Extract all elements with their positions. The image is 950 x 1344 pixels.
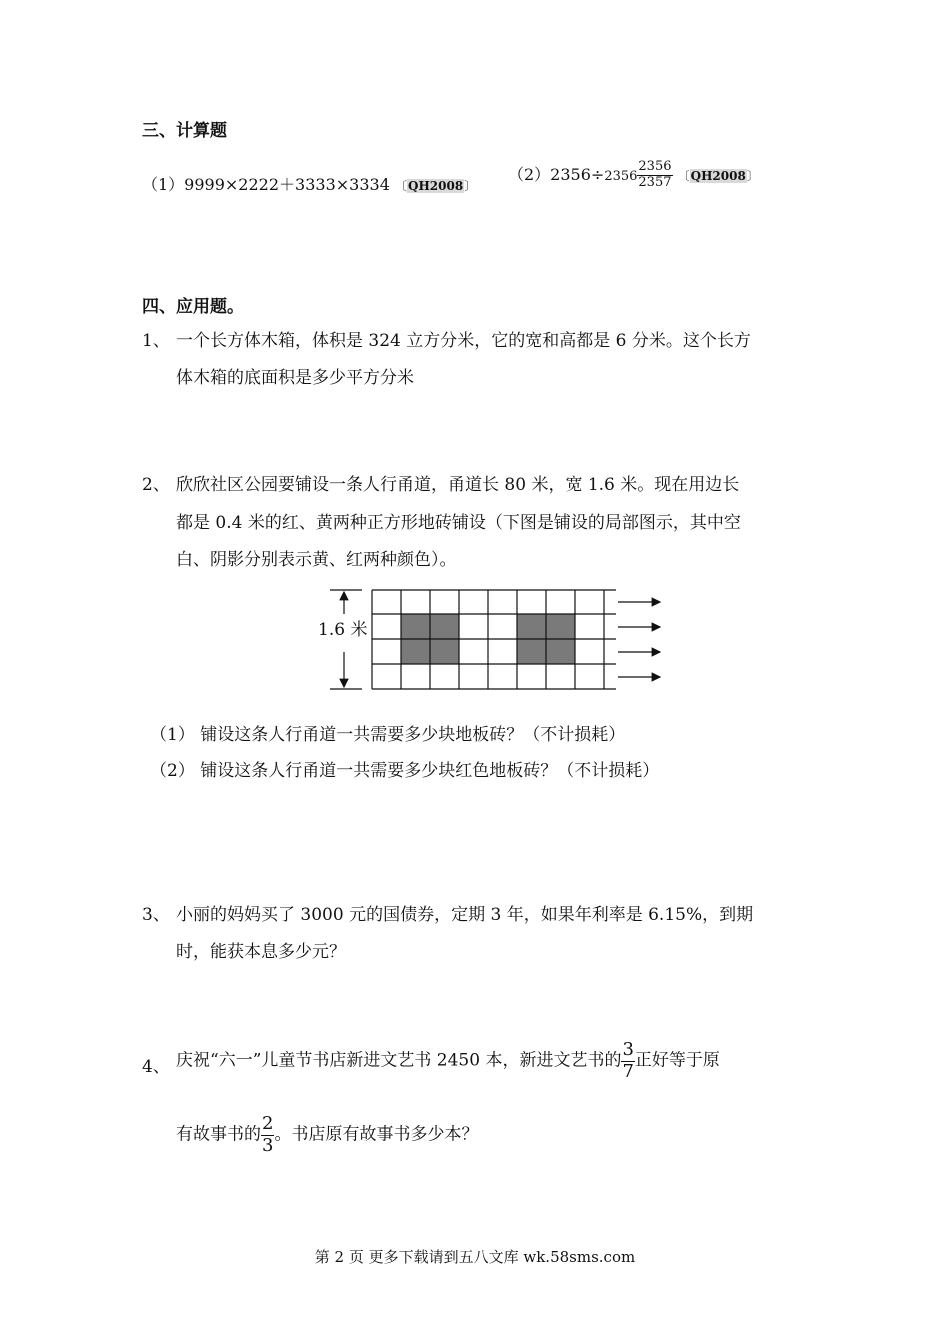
problem-4-line-2-end: 。书店原有故事书多少本？	[274, 1124, 479, 1145]
calc-q2-source-tag: QH2008	[690, 168, 746, 183]
problem-4-fraction-2	[261, 1114, 274, 1156]
problem-4-fraction-2-numerator: 2	[262, 1113, 274, 1134]
calc-q2-fraction-denominator: 2357	[638, 174, 672, 190]
problem-1-number: 1、	[142, 331, 170, 351]
problem-4-fraction-1	[621, 1040, 634, 1082]
problem-4-fraction-1-numerator: 3	[622, 1039, 634, 1060]
calc-q2-whole: 2356	[604, 168, 638, 184]
problem-4-number: 4、	[142, 1057, 170, 1077]
calc-question-2	[508, 160, 759, 191]
calc-q2-fraction	[637, 160, 672, 191]
problem-4-line-2-start: 有故事书的	[176, 1124, 261, 1145]
problem-4-line-2	[176, 1114, 478, 1156]
calc-question-1	[142, 172, 476, 195]
calc-q2-fraction-numerator: 2356	[638, 159, 672, 174]
direction-arrows	[618, 602, 660, 677]
problem-4-fraction-1-denominator: 7	[622, 1060, 634, 1082]
problem-2-subquestion-1: （1） 铺设这条人行甬道一共需要多少块地板砖？（不计损耗）	[150, 725, 626, 745]
problem-2-line-3: 白、阴影分别表示黄、红两种颜色）。	[176, 550, 457, 570]
problem-4-line-1-end: 正好等于原	[634, 1050, 720, 1071]
section4-heading: 四、应用题。	[142, 297, 244, 317]
problem-4-line-1-start: 庆祝“六一”儿童节书店新进文艺书 2450 本，新进文艺书的	[176, 1050, 622, 1071]
problem-2-number: 2、	[142, 475, 170, 495]
calc-q1-source-tag: QH2008	[407, 179, 464, 193]
problem-3-number: 3、	[142, 905, 170, 925]
calc-q2-bracket-right: 〕	[746, 168, 759, 183]
problem-2-line-1: 欣欣社区公园要铺设一条人行甬道，甬道长 80 米，宽 1.6 米。现在用边长	[176, 475, 740, 495]
page-footer: 第 2 页 更多下载请到五八文库 wk.58sms.com	[314, 1248, 636, 1266]
problem-1-line-1: 一个长方体木箱，体积是 324 立方分米，它的宽和高都是 6 分米。这个长方	[176, 331, 751, 351]
problem-4-fraction-2-denominator: 3	[262, 1134, 274, 1156]
calc-q2-expression: （2）2356÷	[508, 164, 605, 184]
calc-q1-bracket-left: 〔	[394, 179, 407, 193]
walkway-tile-figure	[300, 580, 680, 700]
calc-q1-expression: （1）9999×2222＋3333×3334	[142, 175, 390, 194]
problem-4-line-1	[176, 1040, 720, 1082]
problem-1-line-2: 体木箱的底面积是多少平方分米	[176, 368, 414, 388]
tile-grid	[372, 590, 616, 689]
problem-3-line-2: 时，能获本息多少元？	[176, 942, 346, 962]
problem-2-line-2: 都是 0.4 米的红、黄两种正方形地砖铺设（下图是铺设的局部图示，其中空	[176, 513, 741, 533]
calc-q1-bracket-right: 〕	[464, 179, 477, 193]
problem-2-subquestion-2: （2） 铺设这条人行甬道一共需要多少块红色地板砖？（不计损耗）	[150, 761, 660, 781]
problem-3-line-1: 小丽的妈妈买了 3000 元的国债券，定期 3 年，如果年利率是 6.15%，到期	[176, 905, 754, 925]
calc-q2-bracket-left: 〔	[677, 168, 690, 183]
section3-heading: 三、计算题	[142, 121, 227, 141]
figure-width-label: 1.6 米	[316, 615, 369, 640]
